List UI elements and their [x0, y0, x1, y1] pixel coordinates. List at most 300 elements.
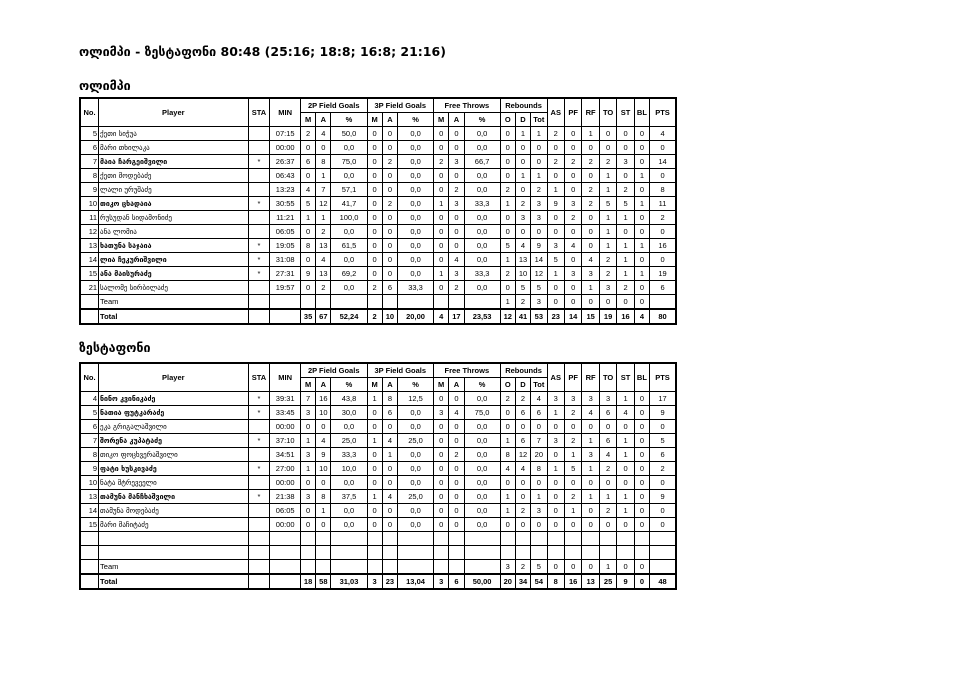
stat-cell: 23,53	[464, 309, 500, 324]
stat-cell: 0,0	[464, 127, 500, 141]
stat-cell: 0	[634, 574, 649, 589]
stat-cell: 0	[434, 183, 449, 197]
stat-cell: 0	[582, 239, 599, 253]
stat-cell: 0,0	[398, 476, 434, 490]
stat-cell: 0	[434, 476, 449, 490]
total-row	[80, 574, 676, 589]
subheader-a: A	[382, 378, 397, 392]
stat-cell: 0	[650, 225, 676, 239]
stat-cell: 0	[367, 127, 382, 141]
stat-cell: 0	[367, 141, 382, 155]
stat-cell: 0	[500, 476, 515, 490]
stat-cell: 18	[300, 574, 315, 589]
stat-cell: 0	[449, 420, 464, 434]
stat-cell: 16	[564, 574, 581, 589]
header-reb: Rebounds	[500, 98, 547, 113]
stat-cell: 2	[564, 155, 581, 169]
stat-cell: 1	[500, 434, 515, 448]
empty-cell	[80, 546, 99, 560]
stat-cell: 2	[449, 448, 464, 462]
stat-cell	[464, 295, 500, 310]
empty-cell	[316, 532, 331, 546]
stat-cell: 0,0	[398, 155, 434, 169]
stat-cell: 4	[382, 490, 397, 504]
stat-cell: 0	[500, 155, 515, 169]
stat-cell: 43,8	[331, 392, 367, 406]
stat-cell: 00:00	[270, 141, 301, 155]
stat-cell: 16	[650, 239, 676, 253]
stat-cell: 06:43	[270, 169, 301, 183]
stat-cell: 0	[650, 518, 676, 532]
stat-cell: 2	[582, 197, 599, 211]
stat-cell: 2	[547, 155, 564, 169]
stat-cell: 41	[515, 309, 530, 324]
stat-cell: 3	[449, 267, 464, 281]
player-name: თამუნა მანჩხაშვილი	[99, 490, 249, 504]
stat-cell: 7	[316, 183, 331, 197]
stat-cell: 0,0	[398, 462, 434, 476]
stat-cell: 3	[599, 392, 616, 406]
stat-cell	[248, 476, 270, 490]
stat-cell: 3	[300, 448, 315, 462]
empty-cell	[99, 532, 249, 546]
stat-cell: 16	[316, 392, 331, 406]
stat-cell: 0	[582, 211, 599, 225]
stat-cell: 1	[316, 169, 331, 183]
header-to: TO	[599, 98, 616, 127]
stat-cell: 0	[599, 518, 616, 532]
stat-cell: 2	[382, 155, 397, 169]
blank-row	[80, 546, 676, 560]
stat-cell: 3	[564, 267, 581, 281]
stat-cell: 0	[564, 518, 581, 532]
stat-cell: 0	[382, 476, 397, 490]
stat-cell: 0	[582, 518, 599, 532]
stat-cell: 0,0	[464, 392, 500, 406]
stat-cell: 1	[500, 197, 515, 211]
stat-cell: 1	[582, 462, 599, 476]
player-name: თიკო ცხადაია	[99, 197, 249, 211]
stat-cell: 0,0	[464, 281, 500, 295]
stat-cell: 0,0	[331, 141, 367, 155]
stat-cell: 0	[367, 197, 382, 211]
stat-cell: 4	[634, 309, 649, 324]
stat-cell: 6	[650, 281, 676, 295]
stat-cell: 0	[500, 406, 515, 420]
stat-cell: 1	[599, 560, 616, 575]
stat-cell: 0	[617, 127, 634, 141]
subheader-a: A	[449, 113, 464, 127]
team-name: ზესტაფონი	[79, 340, 151, 355]
player-row	[80, 281, 676, 295]
player-row	[80, 239, 676, 253]
header-bl: BL	[634, 98, 649, 127]
stat-cell: 6	[599, 434, 616, 448]
subheader-m: M	[300, 378, 315, 392]
stat-cell: 14	[650, 155, 676, 169]
stat-cell: 20	[500, 574, 515, 589]
stat-cell	[316, 560, 331, 575]
team-name: ოლიმპი	[79, 78, 131, 93]
stat-cell: 0,0	[398, 225, 434, 239]
stat-cell: 14	[564, 309, 581, 324]
player-row	[80, 406, 676, 420]
stat-cell: 25,0	[398, 490, 434, 504]
stat-cell: 0	[547, 281, 564, 295]
stat-cell: 4	[300, 183, 315, 197]
empty-cell	[564, 546, 581, 560]
stat-cell: 0	[382, 141, 397, 155]
subheader-pct: %	[464, 113, 500, 127]
boxscore-table	[79, 97, 677, 325]
stat-cell: 4	[449, 253, 464, 267]
empty-cell	[316, 546, 331, 560]
stat-cell	[449, 295, 464, 310]
stat-cell: 0,0	[331, 518, 367, 532]
stat-cell	[367, 295, 382, 310]
subheader-tot: Tot	[531, 378, 547, 392]
stat-cell: 27:31	[270, 267, 301, 281]
stat-cell: 0	[547, 504, 564, 518]
stat-cell: 9	[531, 239, 547, 253]
stat-cell	[80, 560, 99, 575]
stat-cell: 0	[547, 448, 564, 462]
stat-cell: 19	[650, 267, 676, 281]
stat-cell: 2	[449, 183, 464, 197]
stat-cell: 4	[582, 406, 599, 420]
stat-cell: 0	[316, 420, 331, 434]
stat-cell: 8	[531, 462, 547, 476]
stat-cell: 0	[300, 225, 315, 239]
stat-cell: 0	[634, 518, 649, 532]
stat-cell: 0	[599, 141, 616, 155]
stat-cell: 0	[300, 281, 315, 295]
stat-cell: 0	[434, 462, 449, 476]
empty-cell	[599, 546, 616, 560]
stat-cell: 33,3	[464, 197, 500, 211]
player-row	[80, 392, 676, 406]
stat-cell	[248, 448, 270, 462]
stat-cell: 9	[300, 267, 315, 281]
stat-cell: 1	[617, 392, 634, 406]
stat-cell: 0	[382, 518, 397, 532]
stat-cell: 0	[531, 155, 547, 169]
stat-cell: 0	[650, 476, 676, 490]
header-player: Player	[99, 363, 249, 392]
stat-cell: 80	[650, 309, 676, 324]
stat-cell: 2	[300, 127, 315, 141]
stat-cell: 0	[434, 127, 449, 141]
empty-cell	[599, 532, 616, 546]
empty-cell	[248, 532, 270, 546]
stat-cell: 06:05	[270, 504, 301, 518]
stat-cell: 0,0	[331, 476, 367, 490]
stat-cell: 2	[500, 267, 515, 281]
stat-cell: 6	[599, 406, 616, 420]
stat-cell: 0	[564, 281, 581, 295]
stat-cell: 0	[449, 169, 464, 183]
stat-cell: 10,0	[331, 462, 367, 476]
stat-cell: 0	[515, 141, 530, 155]
stat-cell: 0	[300, 504, 315, 518]
total-row	[80, 309, 676, 324]
stat-cell: 0,0	[464, 476, 500, 490]
stat-cell: 0	[367, 504, 382, 518]
stat-cell: 15	[582, 309, 599, 324]
stat-cell: 0	[515, 476, 530, 490]
stat-cell: 0	[582, 169, 599, 183]
header-as: AS	[547, 98, 564, 127]
stat-cell: 0	[617, 560, 634, 575]
stat-cell: 0	[564, 225, 581, 239]
stat-cell: 0	[434, 434, 449, 448]
stat-cell: 0,0	[464, 434, 500, 448]
stat-cell: 0	[367, 155, 382, 169]
stat-cell: 0,0	[464, 448, 500, 462]
stat-cell: 1	[582, 490, 599, 504]
player-name: ფატი ხუსკივაძე	[99, 462, 249, 476]
stat-cell: 14	[80, 253, 99, 267]
stat-cell: 10	[382, 309, 397, 324]
stat-cell: 67	[316, 309, 331, 324]
header-fg2: 2P Field Goals	[300, 98, 367, 113]
empty-cell	[367, 546, 382, 560]
stat-cell: 0,0	[398, 253, 434, 267]
stat-cell: *	[248, 490, 270, 504]
stat-cell: *	[248, 434, 270, 448]
boxscore-table	[79, 362, 677, 590]
stat-cell: 0	[634, 155, 649, 169]
blank-row	[80, 532, 676, 546]
stat-cell: 3	[582, 267, 599, 281]
stat-cell: 1	[617, 267, 634, 281]
stat-cell: 1	[634, 239, 649, 253]
stat-cell: 31:08	[270, 253, 301, 267]
stat-cell: 0	[367, 253, 382, 267]
stat-cell: 13	[80, 239, 99, 253]
empty-cell	[547, 532, 564, 546]
stat-cell: 10	[80, 476, 99, 490]
stat-cell: 2	[515, 295, 530, 310]
stat-cell: 0,0	[464, 504, 500, 518]
stat-cell: *	[248, 462, 270, 476]
stat-cell: 5	[650, 434, 676, 448]
subheader-m: M	[367, 113, 382, 127]
stat-cell: 12,5	[398, 392, 434, 406]
stat-cell: 0	[531, 141, 547, 155]
stat-cell: 9	[316, 448, 331, 462]
stat-cell: 0	[634, 504, 649, 518]
stat-cell: 0,0	[398, 239, 434, 253]
stat-cell: 48	[650, 574, 676, 589]
stat-cell: 0	[634, 127, 649, 141]
stat-cell: 0	[531, 225, 547, 239]
stat-cell: 5	[80, 127, 99, 141]
stat-cell: 2	[582, 155, 599, 169]
stat-cell: 0,0	[398, 406, 434, 420]
stat-cell: 0	[449, 434, 464, 448]
empty-cell	[300, 532, 315, 546]
stat-cell: 4	[500, 462, 515, 476]
stat-cell: 1	[316, 504, 331, 518]
stat-cell: 14	[80, 504, 99, 518]
stat-cell: 0	[582, 476, 599, 490]
header-fg3: 3P Field Goals	[367, 363, 434, 378]
player-name: შორენა კუპატაძე	[99, 434, 249, 448]
stat-cell: 4	[515, 239, 530, 253]
stat-cell: 0,0	[398, 197, 434, 211]
stat-cell: 1	[531, 169, 547, 183]
empty-cell	[617, 532, 634, 546]
stat-cell	[248, 295, 270, 310]
stat-cell: 30,0	[331, 406, 367, 420]
stat-cell: 3	[515, 211, 530, 225]
header-to: TO	[599, 363, 616, 392]
stat-cell	[650, 295, 676, 310]
stat-cell: 0,0	[398, 169, 434, 183]
player-row	[80, 462, 676, 476]
header-as: AS	[547, 363, 564, 392]
player-name: ნატა მტრევეელი	[99, 476, 249, 490]
stat-cell: 0	[434, 448, 449, 462]
stat-cell: 0	[634, 462, 649, 476]
stat-cell: 0	[634, 420, 649, 434]
stat-cell: 0	[515, 420, 530, 434]
stat-cell: 1	[599, 490, 616, 504]
stat-cell: 8	[382, 392, 397, 406]
empty-cell	[80, 532, 99, 546]
stat-cell: 0	[434, 518, 449, 532]
stat-cell: 2	[515, 504, 530, 518]
stat-cell: 0	[564, 183, 581, 197]
empty-cell	[270, 532, 301, 546]
stat-cell: 1	[599, 225, 616, 239]
stat-cell: 0	[367, 169, 382, 183]
stat-cell: 1	[500, 253, 515, 267]
stat-cell: 0,0	[331, 225, 367, 239]
stat-cell: 0	[599, 295, 616, 310]
stat-cell: 1	[300, 434, 315, 448]
stat-cell	[248, 560, 270, 575]
stat-cell	[434, 560, 449, 575]
stat-cell	[248, 504, 270, 518]
stat-cell: 0	[634, 434, 649, 448]
stat-cell: 1	[634, 267, 649, 281]
stat-cell: 00:00	[270, 518, 301, 532]
stat-cell: 2	[531, 183, 547, 197]
stat-cell: 0	[515, 155, 530, 169]
empty-cell	[531, 532, 547, 546]
header-pf: PF	[564, 363, 581, 392]
player-row	[80, 169, 676, 183]
stat-cell: 0	[367, 518, 382, 532]
stat-cell: 3	[582, 392, 599, 406]
stat-cell: 0,0	[464, 183, 500, 197]
header-reb: Rebounds	[500, 363, 547, 378]
stat-cell: 4	[316, 253, 331, 267]
stat-cell: 1	[434, 197, 449, 211]
stat-cell	[248, 281, 270, 295]
stat-cell: 0	[599, 420, 616, 434]
header-player: Player	[99, 98, 249, 127]
stat-cell: 4	[617, 406, 634, 420]
stat-cell: 0	[434, 239, 449, 253]
player-row	[80, 197, 676, 211]
stat-cell: 0	[449, 392, 464, 406]
stat-cell: 00:00	[270, 476, 301, 490]
stat-cell: 0,0	[464, 253, 500, 267]
stat-cell: 0,0	[331, 169, 367, 183]
stat-cell: 3	[531, 295, 547, 310]
empty-cell	[449, 532, 464, 546]
subheader-a: A	[316, 113, 331, 127]
stat-cell: 1	[582, 127, 599, 141]
stat-cell: 3	[617, 155, 634, 169]
header-ft: Free Throws	[434, 98, 501, 113]
stat-cell	[270, 574, 301, 589]
stat-cell	[464, 560, 500, 575]
stat-cell	[270, 309, 301, 324]
empty-cell	[617, 546, 634, 560]
stat-cell: 2	[617, 281, 634, 295]
stat-cell: 0	[634, 476, 649, 490]
stat-cell	[248, 211, 270, 225]
subheader-pct: %	[331, 378, 367, 392]
stat-cell: 37:10	[270, 434, 301, 448]
player-row	[80, 225, 676, 239]
stat-cell: 3	[434, 574, 449, 589]
stat-cell: 1	[617, 239, 634, 253]
empty-cell	[634, 546, 649, 560]
stat-cell: 8	[80, 169, 99, 183]
stat-cell	[300, 295, 315, 310]
game-title: ოლიმპი - ზესტაფონი 80:48 (25:16; 18:8; 16:8; 21:16)	[79, 44, 446, 59]
stat-cell: 0	[500, 169, 515, 183]
stat-cell: 1	[599, 183, 616, 197]
stat-cell: 0	[434, 141, 449, 155]
stat-cell	[367, 560, 382, 575]
stat-cell: 0	[367, 448, 382, 462]
stat-cell: 1	[367, 434, 382, 448]
empty-cell	[515, 532, 530, 546]
stat-cell: 12	[500, 309, 515, 324]
player-row	[80, 504, 676, 518]
stat-cell: 0	[617, 295, 634, 310]
stat-cell: 0,0	[398, 420, 434, 434]
stat-cell: 0	[634, 253, 649, 267]
player-row	[80, 127, 676, 141]
stat-cell: 0	[367, 462, 382, 476]
stat-cell: 0,0	[331, 253, 367, 267]
stat-cell: 0	[547, 225, 564, 239]
subheader-o: O	[500, 378, 515, 392]
stat-cell	[300, 560, 315, 575]
subheader-a: A	[449, 378, 464, 392]
stat-cell: 1	[617, 253, 634, 267]
stat-cell: 4	[434, 309, 449, 324]
stat-cell: 0	[316, 141, 331, 155]
stat-cell: 0	[434, 225, 449, 239]
stat-cell: 0	[564, 476, 581, 490]
stat-cell: 1	[547, 406, 564, 420]
stat-cell: 57,1	[331, 183, 367, 197]
stat-cell: 3	[547, 434, 564, 448]
stat-cell: 13,04	[398, 574, 434, 589]
stat-cell: 4	[80, 392, 99, 406]
stat-cell: 1	[547, 462, 564, 476]
stat-cell: 6	[650, 448, 676, 462]
header-no: No.	[80, 363, 99, 392]
